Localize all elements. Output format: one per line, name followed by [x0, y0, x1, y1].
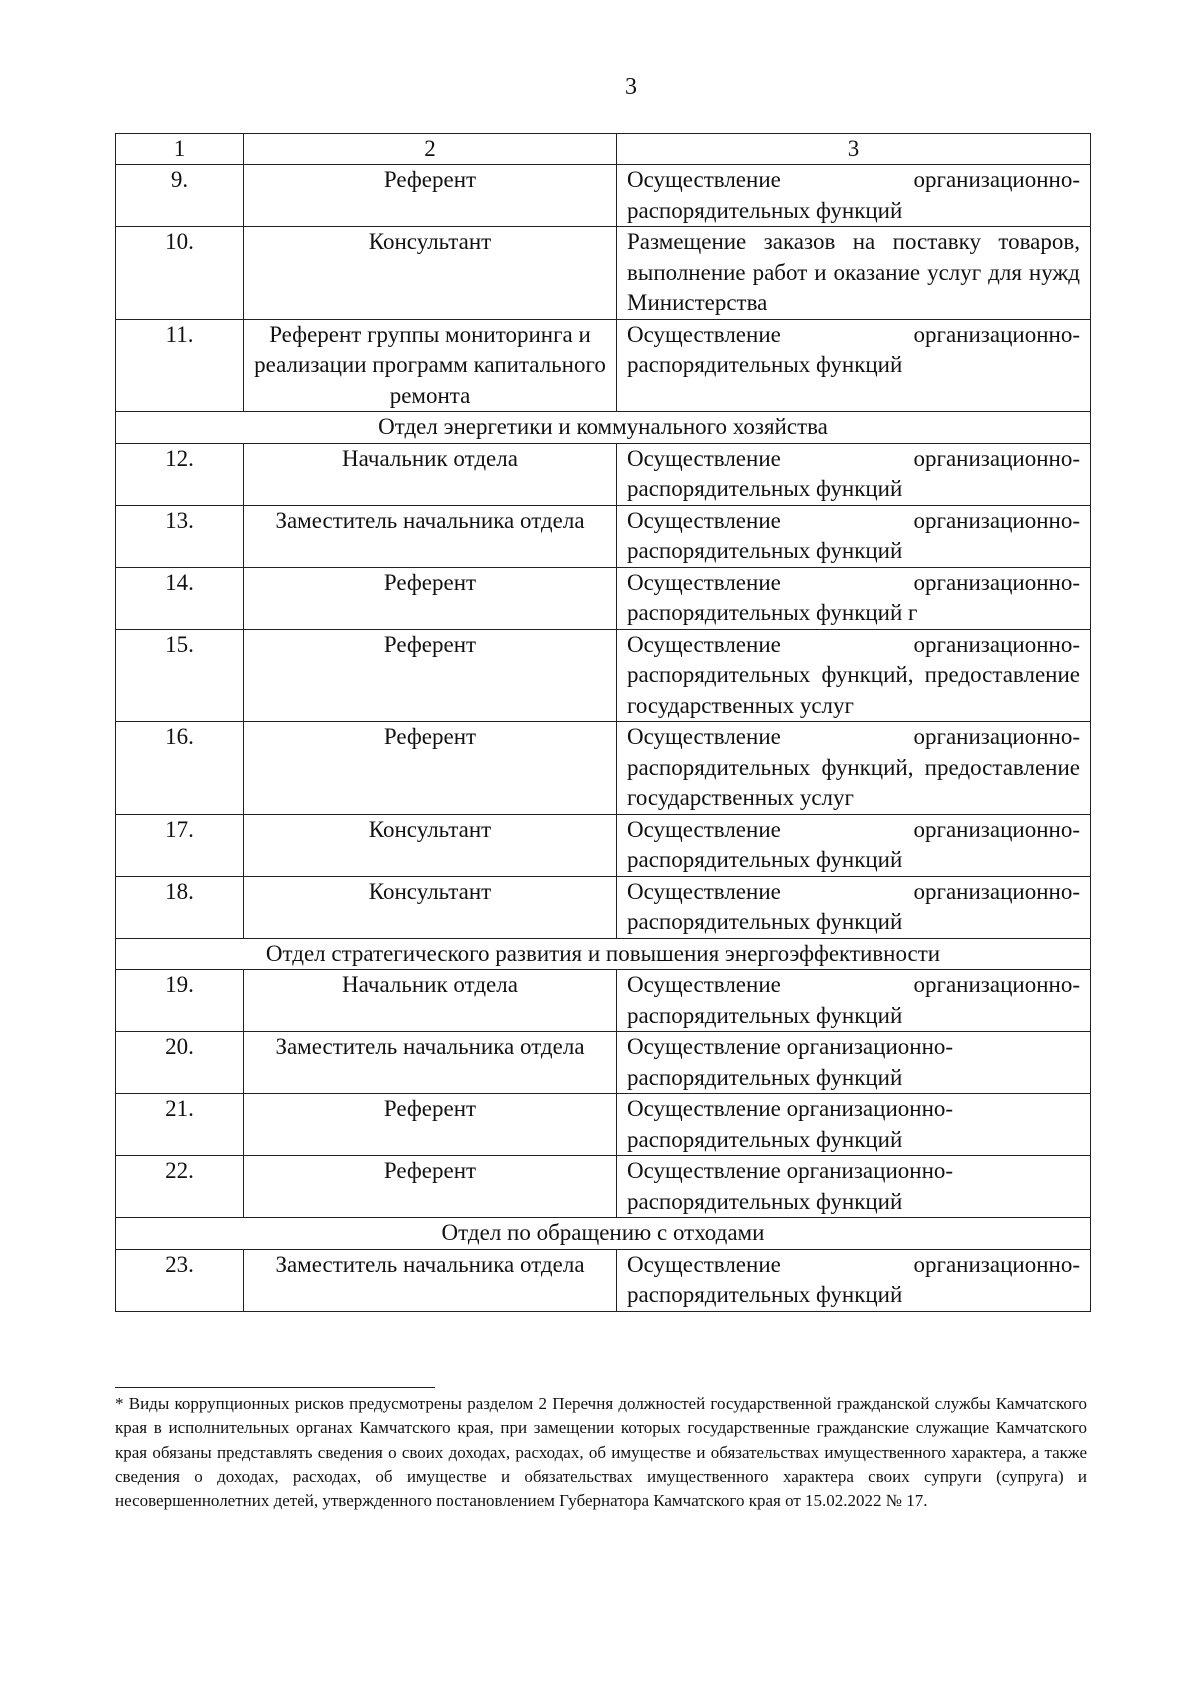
function-cell: Осуществление организационно-распорядительных функций г: [617, 567, 1091, 629]
column-header-number: 1: [116, 134, 244, 165]
table-row: [116, 814, 1091, 876]
table-row: [116, 567, 1091, 629]
page-number: 3: [625, 74, 637, 100]
column-header-function: 3: [617, 134, 1091, 165]
position-cell: Референт: [244, 567, 617, 629]
table-row: [116, 629, 1091, 722]
position-cell: Начальник отдела: [244, 443, 617, 505]
table-row: [116, 876, 1091, 938]
table-header-row: [116, 134, 1091, 165]
table-row: [116, 1094, 1091, 1156]
footnote-divider: [115, 1387, 435, 1388]
section-title: Отдел по обращению с отходами: [116, 1218, 1091, 1250]
position-cell: Референт группы мониторинга и реализации программ капитального ремонта: [244, 319, 617, 412]
table-body: [116, 134, 1091, 1312]
table-row: [116, 443, 1091, 505]
row-number: 13.: [116, 505, 244, 567]
row-number: 11.: [116, 319, 244, 412]
function-cell: Осуществление организационно-распорядительных функций: [617, 319, 1091, 412]
row-number: 23.: [116, 1249, 244, 1311]
row-number: 12.: [116, 443, 244, 505]
function-cell: Размещение заказов на поставку товаров, выполнение работ и оказание услуг для нужд Министерства: [617, 227, 1091, 320]
row-number: 17.: [116, 814, 244, 876]
section-row: [116, 412, 1091, 444]
row-number: 10.: [116, 227, 244, 320]
function-cell: Осуществление организационно-распорядительных функций: [617, 970, 1091, 1032]
position-cell: Заместитель начальника отдела: [244, 505, 617, 567]
function-cell: Осуществление организационно-распорядительных функций: [617, 1156, 1091, 1218]
position-cell: Консультант: [244, 227, 617, 320]
position-cell: Заместитель начальника отдела: [244, 1032, 617, 1094]
row-number: 16.: [116, 722, 244, 815]
position-cell: Референт: [244, 1094, 617, 1156]
section-title: Отдел стратегического развития и повышения энергоэффективности: [116, 938, 1091, 970]
table-row: [116, 227, 1091, 320]
position-cell: Референт: [244, 629, 617, 722]
table-row: [116, 722, 1091, 815]
function-cell: Осуществление организационно-распорядительных функций: [617, 1249, 1091, 1311]
row-number: 20.: [116, 1032, 244, 1094]
row-number: 9.: [116, 165, 244, 227]
positions-table: [115, 133, 1091, 1312]
table-row: [116, 1249, 1091, 1311]
function-cell: Осуществление организационно-распорядительных функций: [617, 876, 1091, 938]
position-cell: Референт: [244, 1156, 617, 1218]
table-row: [116, 1032, 1091, 1094]
function-cell: Осуществление организационно-распорядительных функций: [617, 443, 1091, 505]
table-row: [116, 505, 1091, 567]
row-number: 21.: [116, 1094, 244, 1156]
function-cell: Осуществление организационно-распорядительных функций: [617, 505, 1091, 567]
section-title: Отдел энергетики и коммунального хозяйства: [116, 412, 1091, 444]
row-number: 14.: [116, 567, 244, 629]
row-number: 18.: [116, 876, 244, 938]
row-number: 19.: [116, 970, 244, 1032]
footnote: * Виды коррупционных рисков предусмотрены разделом 2 Перечня должностей государственной гражданской службы Камчатского края в исполнительных органах Камчатского края, при замещении которых государственные гражданские служащие Камчатского края обязаны представлять сведения о своих доходах, расходах, об имуществе и обязательствах имущественного характера, а также сведения о доходах, расходах, об имуществе и обязательствах имущественного характера своих супруги (супруга) и несовершеннолетних детей, утвержденного постановлением Губернатора Камчатского края от 15.02.2022 № 17.: [115, 1394, 1087, 1511]
position-cell: Консультант: [244, 876, 617, 938]
section-row: [116, 1218, 1091, 1250]
row-number: 15.: [116, 629, 244, 722]
table-row: [116, 165, 1091, 227]
table-row: [116, 319, 1091, 412]
function-cell: Осуществление организационно-распорядительных функций: [617, 165, 1091, 227]
position-cell: Начальник отдела: [244, 970, 617, 1032]
function-cell: Осуществление организационно-распорядительных функций: [617, 1094, 1091, 1156]
function-cell: Осуществление организационно-распорядительных функций: [617, 1032, 1091, 1094]
position-cell: Заместитель начальника отдела: [244, 1249, 617, 1311]
function-cell: Осуществление организационно-распорядительных функций, предоставление государственных услуг: [617, 722, 1091, 815]
position-cell: Референт: [244, 722, 617, 815]
table-row: [116, 970, 1091, 1032]
function-cell: Осуществление организационно-распорядительных функций: [617, 814, 1091, 876]
position-cell: Референт: [244, 165, 617, 227]
section-row: [116, 938, 1091, 970]
function-cell: Осуществление организационно-распорядительных функций, предоставление государственных услуг: [617, 629, 1091, 722]
position-cell: Консультант: [244, 814, 617, 876]
table-row: [116, 1156, 1091, 1218]
row-number: 22.: [116, 1156, 244, 1218]
column-header-position: 2: [244, 134, 617, 165]
